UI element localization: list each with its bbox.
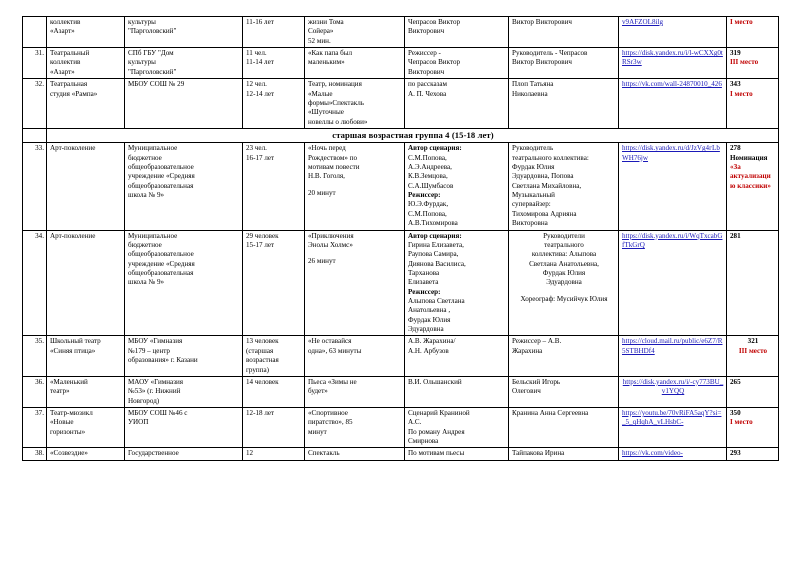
cell-work: Театр, номинация «Малые формы»Спектакль «Шуточные новеллы о любови» xyxy=(305,79,405,129)
table-row xyxy=(23,143,779,230)
cell-collective-name: коллектив «Азарт» xyxy=(47,17,125,48)
row-number: 36. xyxy=(35,377,44,386)
cell-leader: Плоп Татьяна Николаевна xyxy=(509,79,619,129)
author-label: Автор сценария: xyxy=(408,144,462,153)
cell-participants-count: 11-16 лет xyxy=(243,17,305,48)
nomination-title: «За актуализацию классики» xyxy=(730,163,771,190)
row-number: 35. xyxy=(35,337,44,346)
video-link[interactable]: https://cloud.mail.ru/public/e6Z7/R5STBHDf4 xyxy=(622,337,723,355)
cell-link xyxy=(619,376,727,407)
cell-score xyxy=(727,408,779,448)
work-spacer xyxy=(308,250,402,257)
cell-empty-left xyxy=(23,128,47,142)
cell-collective-name: Арт-поколение xyxy=(47,230,125,336)
award-place: I место xyxy=(730,89,753,98)
cell-work: жизни Тома Сойера» 52 мин. xyxy=(305,17,405,48)
cell-link xyxy=(619,230,727,336)
choreographer: Хореограф: Мусийчук Юлия xyxy=(520,294,608,303)
cell-number xyxy=(23,408,47,448)
cell-work: «Не оставайся одна», 63 минуты xyxy=(305,336,405,376)
table-row xyxy=(23,408,779,448)
cell-organization: Государственное xyxy=(125,448,243,460)
row-number: 37. xyxy=(35,409,44,417)
cell-work: «Ночь перед Рождеством» по мотивам повести Н.В. Гоголя, 20 минут xyxy=(305,143,405,230)
cell-author: по рассказам А. П. Чехова xyxy=(405,79,509,129)
cell-leader: Тайпакова Ирина xyxy=(509,448,619,460)
cell-leader: Руководитель - Чепрасов Виктор Викторович xyxy=(509,48,619,79)
cell-participants-count: 12 xyxy=(243,448,305,460)
video-link[interactable]: https://disk.yandex.ru/i/l-wCXXg0tRSr3w xyxy=(622,49,723,67)
cell-participants-count: 23 чел. 16-17 лет xyxy=(243,143,305,230)
cell-collective-name: Театр-мюзикл «Новые горизонты» xyxy=(47,408,125,448)
cell-participants-count: 12-18 лет xyxy=(243,408,305,448)
row-number: 32. xyxy=(35,80,44,89)
cell-author: Сценарий Краниной А.С. По роману Андрея Смирнова xyxy=(405,408,509,448)
author-label: Автор сценария: xyxy=(408,231,462,240)
cell-score xyxy=(727,48,779,79)
cell-participants-count: 12 чел. 12-14 лет xyxy=(243,79,305,129)
cell-collective-name: Театральная студия «Рампа» xyxy=(47,79,125,129)
table-row xyxy=(23,48,779,79)
cell-number xyxy=(23,336,47,376)
work-duration: 20 минут xyxy=(308,188,336,197)
cell-collective-name: Театральный коллектив «Азарт» xyxy=(47,48,125,79)
cell-participants-count: 13 человек (старшая возрастная группа) xyxy=(243,336,305,376)
row-number: 34. xyxy=(35,231,44,240)
cell-work: Спектакль xyxy=(305,448,405,460)
cell-author: Чепрасов Виктор Викторович xyxy=(405,17,509,48)
leader-spacer xyxy=(512,288,616,295)
cell-organization: МБОУ СОШ № 29 xyxy=(125,79,243,129)
participants-table xyxy=(22,16,779,461)
score-value: 321 xyxy=(747,337,759,346)
score-value: 319 xyxy=(730,49,741,58)
table-row xyxy=(23,79,779,129)
cell-collective-name: Школьный театр «Синяя птица» xyxy=(47,336,125,376)
cell-participants-count: 14 человек xyxy=(243,376,305,407)
work-spacer xyxy=(308,182,402,189)
cell-organization: МБОУ «Гимназия №179 – центр образования» г. Казани xyxy=(125,336,243,376)
cell-link xyxy=(619,336,727,376)
score-value: 265 xyxy=(730,377,741,386)
award-place: I место xyxy=(730,418,753,427)
cell-number xyxy=(23,17,47,48)
cell-work: «Спортивное пиратство», 85 минут xyxy=(305,408,405,448)
cell-leader: Виктор Викторович xyxy=(509,17,619,48)
director-label: Режиссер: xyxy=(408,191,441,200)
row-number: 31. xyxy=(35,49,44,58)
cell-organization: МАОУ «Гимназия №53» (г. Нижний Новгород) xyxy=(125,376,243,407)
cell-collective-name: Арт-поколение xyxy=(47,143,125,230)
cell-leader: Кранина Анна Сергеевна xyxy=(509,408,619,448)
age-group-header-row xyxy=(23,128,779,142)
video-link[interactable]: https://disk.yandex.ru/i/WqTxcabGfTkGrQ xyxy=(622,231,723,249)
work-duration: 26 минут xyxy=(308,257,336,266)
cell-participants-count: 11 чел. 11-14 лет xyxy=(243,48,305,79)
video-link[interactable]: https://youtu.be/70vRiFA5aqY?si=_5_qHqhA_vLHsbC- xyxy=(622,409,722,427)
score-value: 343 xyxy=(730,80,741,89)
cell-number xyxy=(23,48,47,79)
cell-leader: Руководители театрального коллектива: Алыпова Светлана Анатольевна, Фурдак Юлия Эдуардовна Хореограф: Мусийчук Юлия xyxy=(509,230,619,336)
award-place: III место xyxy=(730,58,759,67)
cell-score xyxy=(727,17,779,48)
cell-link xyxy=(619,143,727,230)
table-row xyxy=(23,17,779,48)
cell-link xyxy=(619,79,727,129)
cell-organization: Муниципальное бюджетное общеобразовательное учреждение «Средняя общеобразовательная школа № 9» xyxy=(125,143,243,230)
cell-work: «Как папа был маленьким» xyxy=(305,48,405,79)
cell-author: По мотивам пьесы xyxy=(405,448,509,460)
cell-score xyxy=(727,79,779,129)
score-value: 350 xyxy=(730,409,741,417)
table-body xyxy=(23,17,779,461)
cell-work: «Приключения Энолы Холмс» 26 минут xyxy=(305,230,405,336)
cell-organization: МБОУ СОШ №46 с УИОП xyxy=(125,408,243,448)
table-row xyxy=(23,376,779,407)
score-value: 278 xyxy=(730,144,741,153)
score-value: 281 xyxy=(730,231,741,240)
cell-author: Режиссер - Чепрасов Виктор Викторович xyxy=(405,48,509,79)
cell-participants-count: 29 человек 15-17 лет xyxy=(243,230,305,336)
cell-organization: СПб ГБУ "Дом культуры "Парголовский" xyxy=(125,48,243,79)
cell-link xyxy=(619,17,727,48)
cell-score xyxy=(727,336,779,376)
cell-score xyxy=(727,448,779,460)
cell-author: Автор сценария: С.М.Попова, А.Э.Андреева, К.В.Земцова, С.А.Шумбасов Режиссер: Ю.Э.Фурдак, С.М.Попова, А.В.Тихомирова xyxy=(405,143,509,230)
cell-score xyxy=(727,143,779,230)
video-link[interactable]: v9AFZOL8ilg xyxy=(622,18,663,26)
cell-collective-name: «Маленький театр» xyxy=(47,376,125,407)
award-place: I место xyxy=(730,18,753,26)
cell-link xyxy=(619,48,727,79)
age-group-header: старшая возрастная группа 4 (15-18 лет) xyxy=(47,128,779,142)
cell-number xyxy=(23,376,47,407)
cell-author: В.И. Ольшанский xyxy=(405,376,509,407)
cell-author: А.В. Жарахина/ А.Н. Арбузов xyxy=(405,336,509,376)
table-row xyxy=(23,336,779,376)
cell-number xyxy=(23,143,47,230)
video-link[interactable]: https://vk.com/wall-24870010_426 xyxy=(622,80,722,89)
cell-collective-name: «Созвездие» xyxy=(47,448,125,460)
cell-author: Автор сценария: Гирина Елизавета, Раупова Самира, Диянова Василиса, Тарханова Елизавета Режиссер: Алыпова Светлана Анатольевна , Фурдак Юлия Эдуардовна xyxy=(405,230,509,336)
nomination-label: Номинация xyxy=(730,153,768,162)
cell-number xyxy=(23,230,47,336)
award-place: III место xyxy=(738,346,768,355)
cell-link xyxy=(619,408,727,448)
cell-score xyxy=(727,230,779,336)
cell-organization: Муниципальное бюджетное общеобразовательное учреждение «Средняя общеобразовательная школа № 9» xyxy=(125,230,243,336)
cell-leader: Бельский Игорь Олегович xyxy=(509,376,619,407)
row-number: 38. xyxy=(35,449,44,458)
row-number: 33. xyxy=(35,144,44,153)
cell-number xyxy=(23,79,47,129)
cell-number xyxy=(23,448,47,460)
cell-score xyxy=(727,376,779,407)
cell-link xyxy=(619,448,727,460)
cell-organization: культуры "Парголовский" xyxy=(125,17,243,48)
video-link[interactable]: https://disk.yandex.ru/d/JzVg4гLbWH76jw xyxy=(622,144,720,162)
score-value: 293 xyxy=(730,449,741,458)
table-row xyxy=(23,230,779,336)
table-row xyxy=(23,448,779,460)
director-label: Режиссер: xyxy=(408,287,441,296)
cell-leader: Режиссер – А.В. Жарахина xyxy=(509,336,619,376)
cell-leader: Руководитель театрального коллектива: Фурдак Юлия Эдуардовна, Попова Светлана Михайловна, Музыкальный супервайзер: Тихомирова Адрияна Викторовна xyxy=(509,143,619,230)
video-link[interactable]: https://disk.yandex.ru/i/-cy773BU_v1YQQ xyxy=(622,377,724,396)
cell-work: Пьеса «Зимы не будет» xyxy=(305,376,405,407)
video-link[interactable]: https://vk.com/video- xyxy=(622,449,683,458)
